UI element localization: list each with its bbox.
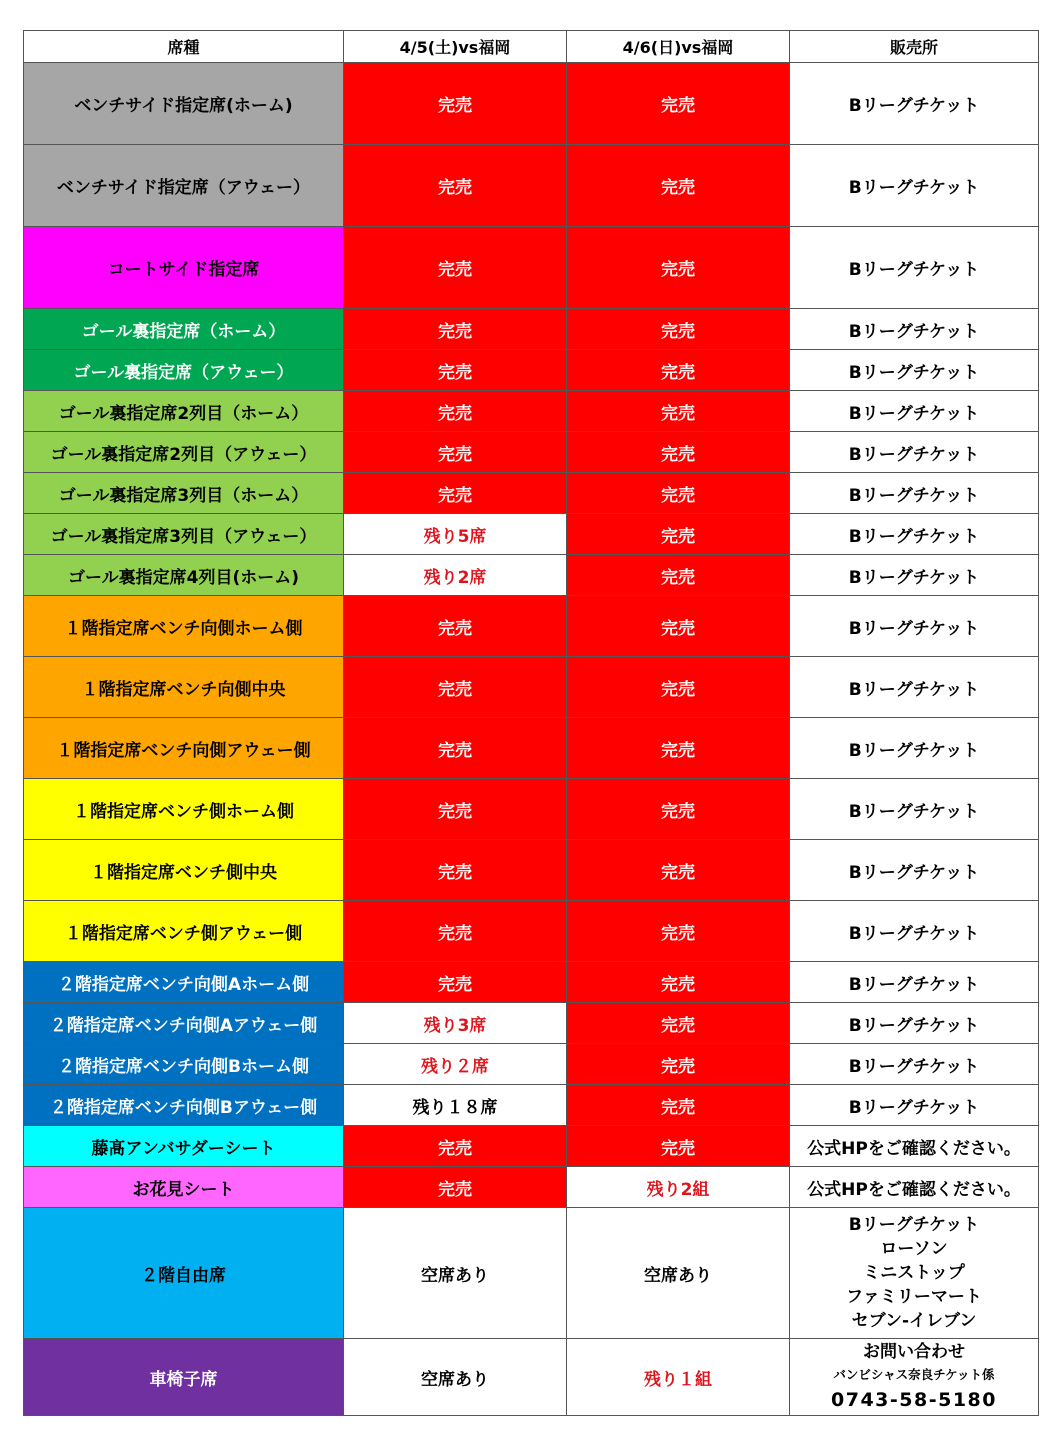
date-2-status-cell	[567, 391, 790, 432]
seat-type-label: コートサイド指定席	[107, 260, 260, 280]
date-1-status-cell	[344, 1167, 567, 1208]
seat-type-cell	[24, 391, 344, 432]
date-1-status-cell	[344, 1339, 567, 1416]
status-text: 完売	[661, 801, 695, 822]
sales-outlet-text: Bリーグチケット	[848, 526, 980, 547]
seat-type-label: １階指定席ベンチ側アウェー側	[64, 923, 303, 944]
status-text: 空席あり	[421, 1369, 489, 1390]
seat-type-label: ２階指定席ベンチ向側Bアウェー側	[49, 1097, 318, 1118]
date-2-status-cell	[567, 1339, 790, 1416]
seat-type-label: ゴール裏指定席（アウェー）	[73, 362, 294, 383]
seat-type-label: ２階自由席	[141, 1265, 226, 1286]
sales-outlet-text: Bリーグチケット	[848, 1097, 980, 1118]
status-text: 完売	[661, 618, 695, 639]
date-1-status-cell	[344, 350, 567, 391]
seat-type-label: １階指定席ベンチ向側中央	[81, 679, 286, 700]
status-text: 空席あり	[644, 1265, 712, 1286]
status-text: 残り１８席	[412, 1097, 498, 1118]
table-row	[24, 391, 1039, 432]
sales-outlet-text: Bリーグチケット	[848, 260, 980, 280]
seat-type-cell	[24, 1003, 344, 1044]
sales-outlet-item: Bリーグチケット	[848, 1215, 980, 1235]
status-text: 完売	[661, 567, 695, 588]
contact-cell	[790, 1339, 1039, 1416]
sales-outlet-item: ファミリーマート	[846, 1287, 982, 1307]
sales-outlet-cell	[790, 1208, 1039, 1339]
seat-type-cell	[24, 1126, 344, 1167]
header-date-2: 4/6(日)vs福岡	[567, 31, 790, 63]
seat-type-cell	[24, 1167, 344, 1208]
status-text: 完売	[661, 321, 695, 342]
seat-type-label: ゴール裏指定席4列目(ホーム)	[67, 567, 300, 588]
sales-outlet-cell	[790, 391, 1039, 432]
seat-type-cell	[24, 779, 344, 840]
table-row	[24, 63, 1039, 145]
sales-outlet-cell	[790, 473, 1039, 514]
seat-availability-table	[23, 30, 1039, 1416]
table-row	[24, 840, 1039, 901]
seat-type-cell	[24, 309, 344, 350]
date-1-status-cell	[344, 63, 567, 145]
status-text: 完売	[438, 1179, 472, 1200]
seat-type-label: １階指定席ベンチ向側アウェー側	[56, 740, 311, 761]
status-text: 残り3席	[423, 1015, 487, 1036]
date-1-status-cell	[344, 1044, 567, 1085]
date-1-status-cell	[344, 309, 567, 350]
seat-type-label: ゴール裏指定席2列目（ホーム）	[58, 403, 309, 424]
seat-type-cell	[24, 657, 344, 718]
sales-outlet-item: ローソン	[880, 1239, 948, 1259]
seat-type-cell	[24, 350, 344, 391]
seat-type-cell	[24, 555, 344, 596]
contact-title: お問い合わせ	[863, 1342, 965, 1362]
contact-phone-number: 0743-58-5180	[831, 1389, 997, 1411]
sales-outlet-cell	[790, 145, 1039, 227]
status-text: 完売	[661, 1138, 695, 1159]
seat-type-cell	[24, 432, 344, 473]
date-1-status-cell	[344, 145, 567, 227]
status-text: 空席あり	[421, 1265, 489, 1286]
sales-outlet-text: Bリーグチケット	[848, 923, 980, 944]
seat-type-cell	[24, 145, 344, 227]
status-text: 完売	[661, 679, 695, 700]
seat-type-cell	[24, 596, 344, 657]
sales-outlet-cell	[790, 1085, 1039, 1126]
status-text: 完売	[661, 1015, 695, 1036]
date-1-status-cell	[344, 962, 567, 1003]
date-1-status-cell	[344, 596, 567, 657]
date-2-status-cell	[567, 1126, 790, 1167]
status-text: 完売	[661, 526, 695, 547]
date-1-status-cell	[344, 514, 567, 555]
table-row	[24, 309, 1039, 350]
sales-outlet-text: Bリーグチケット	[848, 96, 980, 116]
status-text: 完売	[661, 862, 695, 883]
date-1-status-cell	[344, 657, 567, 718]
sales-outlet-text: Bリーグチケット	[848, 1015, 980, 1036]
date-2-status-cell	[567, 1167, 790, 1208]
sales-outlet-cell	[790, 227, 1039, 309]
table-body	[24, 63, 1039, 1416]
status-text: 完売	[661, 444, 695, 465]
header-seat-type: 席種	[24, 31, 344, 63]
sales-outlet-text: Bリーグチケット	[848, 740, 980, 761]
sales-outlet-cell	[790, 63, 1039, 145]
date-2-status-cell	[567, 718, 790, 779]
sales-outlet-cell	[790, 350, 1039, 391]
seat-type-cell	[24, 840, 344, 901]
date-2-status-cell	[567, 1208, 790, 1339]
status-text: 残り２席	[421, 1056, 489, 1077]
sales-outlet-text: Bリーグチケット	[848, 178, 980, 198]
status-text: 完売	[438, 178, 472, 198]
sales-outlet-cell	[790, 901, 1039, 962]
sales-outlet-cell	[790, 779, 1039, 840]
sales-outlet-cell	[790, 657, 1039, 718]
sales-outlet-cell	[790, 1126, 1039, 1167]
status-text: 完売	[438, 444, 472, 465]
status-text: 完売	[438, 403, 472, 424]
date-1-status-cell	[344, 391, 567, 432]
sales-outlet-item: セブン-イレブン	[851, 1311, 977, 1331]
seat-type-cell	[24, 718, 344, 779]
table-row	[24, 718, 1039, 779]
date-2-status-cell	[567, 901, 790, 962]
seat-type-label: １階指定席ベンチ側ホーム側	[73, 801, 294, 822]
date-2-status-cell	[567, 514, 790, 555]
status-text: 完売	[661, 178, 695, 198]
seat-type-cell	[24, 1085, 344, 1126]
sales-outlet-cell	[790, 596, 1039, 657]
sales-outlet-cell	[790, 840, 1039, 901]
seat-type-label: 藤髙アンバサダーシート	[91, 1138, 276, 1159]
date-2-status-cell	[567, 657, 790, 718]
date-1-status-cell	[344, 718, 567, 779]
sales-outlet-text: Bリーグチケット	[848, 567, 980, 588]
sales-outlet-text: Bリーグチケット	[848, 801, 980, 822]
seat-type-cell	[24, 473, 344, 514]
date-1-status-cell	[344, 473, 567, 514]
sales-outlet-text: Bリーグチケット	[848, 403, 980, 424]
table-row	[24, 1085, 1039, 1126]
sales-outlet-cell	[790, 432, 1039, 473]
seat-type-label: １階指定席ベンチ側中央	[90, 862, 277, 883]
status-text: 残り１組	[644, 1369, 712, 1390]
status-text: 完売	[438, 260, 472, 280]
seat-type-label: 車椅子席	[149, 1369, 218, 1390]
sales-outlet-text: Bリーグチケット	[848, 444, 980, 465]
date-1-status-cell	[344, 432, 567, 473]
table-row	[24, 1126, 1039, 1167]
seat-type-label: ベンチサイド指定席（アウェー）	[56, 178, 311, 198]
sales-outlet-cell	[790, 962, 1039, 1003]
date-1-status-cell	[344, 555, 567, 596]
seat-type-cell	[24, 514, 344, 555]
sales-outlet-text: Bリーグチケット	[848, 862, 980, 883]
header-row	[24, 31, 1039, 63]
sales-outlet-text: Bリーグチケット	[848, 618, 980, 639]
header-date-1: 4/5(土)vs福岡	[344, 31, 567, 63]
seat-type-label: １階指定席ベンチ向側ホーム側	[64, 618, 303, 639]
date-1-status-cell	[344, 1126, 567, 1167]
date-2-status-cell	[567, 1003, 790, 1044]
seat-type-label: ゴール裏指定席（ホーム）	[81, 321, 286, 342]
status-text: 完売	[661, 1056, 695, 1077]
seat-type-label: ２階指定席ベンチ向側Aホーム側	[57, 974, 310, 995]
seat-type-cell	[24, 901, 344, 962]
sales-outlet-text: Bリーグチケット	[848, 321, 980, 342]
seat-type-cell	[24, 1208, 344, 1339]
table-row	[24, 596, 1039, 657]
date-2-status-cell	[567, 596, 790, 657]
status-text: 完売	[438, 362, 472, 383]
status-text: 残り2席	[423, 567, 487, 588]
date-1-status-cell	[344, 1085, 567, 1126]
status-text: 完売	[661, 923, 695, 944]
status-text: 完売	[438, 321, 472, 342]
date-2-status-cell	[567, 840, 790, 901]
date-2-status-cell	[567, 63, 790, 145]
contact-organization: バンビシャス奈良チケット係	[833, 1367, 995, 1382]
status-text: 完売	[661, 260, 695, 280]
status-text: 完売	[661, 403, 695, 424]
sales-outlet-text: Bリーグチケット	[848, 362, 980, 383]
status-text: 完売	[438, 923, 472, 944]
status-text: 完売	[438, 96, 472, 116]
status-text: 完売	[438, 618, 472, 639]
sales-outlet-cell	[790, 718, 1039, 779]
table-row	[24, 1003, 1039, 1044]
table-row	[24, 1044, 1039, 1085]
seat-type-label: ベンチサイド指定席(ホーム)	[74, 96, 293, 116]
table-row	[24, 779, 1039, 840]
date-2-status-cell	[567, 779, 790, 840]
status-text: 完売	[661, 974, 695, 995]
status-text: 残り5席	[423, 526, 487, 547]
date-2-status-cell	[567, 309, 790, 350]
seat-type-label: ２階指定席ベンチ向側Aアウェー側	[49, 1015, 318, 1036]
table-row	[24, 350, 1039, 391]
table-row	[24, 473, 1039, 514]
table-row	[24, 514, 1039, 555]
table-row	[24, 1339, 1039, 1416]
header-sales-outlet: 販売所	[790, 31, 1039, 63]
table-row	[24, 432, 1039, 473]
status-text: 完売	[438, 862, 472, 883]
sales-outlet-text: 公式HPをご確認ください。	[807, 1138, 1021, 1159]
sales-outlet-text: Bリーグチケット	[848, 974, 980, 995]
status-text: 残り2組	[646, 1179, 710, 1200]
date-2-status-cell	[567, 432, 790, 473]
date-2-status-cell	[567, 227, 790, 309]
seat-type-cell	[24, 1044, 344, 1085]
seat-type-label: ゴール裏指定席3列目（ホーム）	[58, 485, 309, 506]
sales-outlet-text: Bリーグチケット	[848, 1056, 980, 1077]
status-text: 完売	[661, 96, 695, 116]
seat-type-label: ゴール裏指定席2列目（アウェー）	[50, 444, 317, 465]
sales-outlet-cell	[790, 1003, 1039, 1044]
status-text: 完売	[661, 362, 695, 383]
seat-type-cell	[24, 962, 344, 1003]
date-2-status-cell	[567, 473, 790, 514]
status-text: 完売	[661, 740, 695, 761]
table-row	[24, 1208, 1039, 1339]
table-row	[24, 1167, 1039, 1208]
table-row	[24, 227, 1039, 309]
date-1-status-cell	[344, 227, 567, 309]
status-text: 完売	[438, 1138, 472, 1159]
sales-outlet-cell	[790, 309, 1039, 350]
sales-outlet-cell	[790, 514, 1039, 555]
sales-outlet-text: Bリーグチケット	[848, 485, 980, 506]
date-2-status-cell	[567, 1044, 790, 1085]
sales-outlet-cell	[790, 555, 1039, 596]
status-text: 完売	[438, 974, 472, 995]
sales-outlet-text: Bリーグチケット	[848, 679, 980, 700]
sales-outlet-item: ミニストップ	[863, 1263, 965, 1283]
table-row	[24, 145, 1039, 227]
status-text: 完売	[438, 485, 472, 506]
date-1-status-cell	[344, 840, 567, 901]
date-2-status-cell	[567, 555, 790, 596]
status-text: 完売	[438, 801, 472, 822]
status-text: 完売	[438, 679, 472, 700]
table-row	[24, 962, 1039, 1003]
date-2-status-cell	[567, 145, 790, 227]
sales-outlet-cell	[790, 1044, 1039, 1085]
date-1-status-cell	[344, 779, 567, 840]
seat-type-label: お花見シート	[132, 1179, 235, 1200]
status-text: 完売	[438, 740, 472, 761]
status-text: 完売	[661, 485, 695, 506]
seat-type-label: ゴール裏指定席3列目（アウェー）	[50, 526, 317, 547]
date-2-status-cell	[567, 962, 790, 1003]
table-row	[24, 901, 1039, 962]
sales-outlet-cell	[790, 1167, 1039, 1208]
date-1-status-cell	[344, 1208, 567, 1339]
sales-outlet-text: 公式HPをご確認ください。	[807, 1179, 1021, 1200]
seat-type-label: ２階指定席ベンチ向側Bホーム側	[58, 1056, 309, 1077]
table-row	[24, 657, 1039, 718]
status-text: 完売	[661, 1097, 695, 1118]
date-1-status-cell	[344, 1003, 567, 1044]
seat-type-cell	[24, 1339, 344, 1416]
seat-type-cell	[24, 227, 344, 309]
date-1-status-cell	[344, 901, 567, 962]
date-2-status-cell	[567, 350, 790, 391]
date-2-status-cell	[567, 1085, 790, 1126]
table-row	[24, 555, 1039, 596]
seat-type-cell	[24, 63, 344, 145]
